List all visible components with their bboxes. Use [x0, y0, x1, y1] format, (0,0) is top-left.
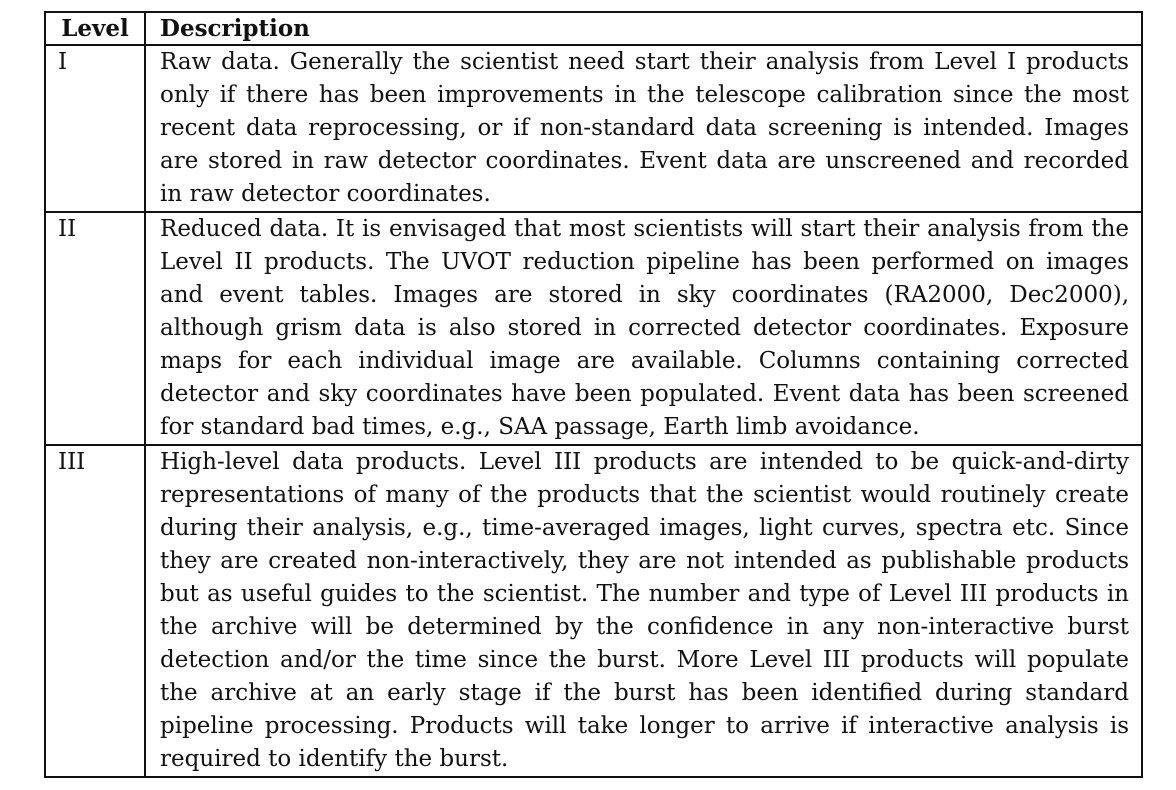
data-levels-table	[44, 11, 1143, 778]
table-row	[45, 45, 1142, 212]
description-cell: Reduced data. It is envisaged that most scientists will start their analysis from the Level II products. The UVOT reduction pipeline has been performed on images and event tables. Images are stored in sky coordinates (RA2000, Dec2000), although grism data is also stored in corrected detector coordinates. Exposure maps for each individual image are available. Columns containing corrected detector and sky coordinates have been populated. Event data has been screened for standard bad times, e.g., SAA passage, Earth limb avoidance.	[145, 212, 1142, 445]
table-row	[45, 445, 1142, 777]
level-cell: II	[45, 212, 145, 445]
level-cell: III	[45, 445, 145, 777]
level-column-header: Level	[45, 12, 145, 45]
level-cell: I	[45, 45, 145, 212]
table-header-row	[45, 12, 1142, 45]
description-cell: Raw data. Generally the scientist need start their analysis from Level I products only if there has been improvements in the telescope calibration since the most recent data reprocessing, or if non-standard data screening is intended. Images are stored in raw detector coordinates. Event data are unscreened and recorded in raw detector coordinates.	[145, 45, 1142, 212]
table-row	[45, 212, 1142, 445]
description-cell: High-level data products. Level III products are intended to be quick-and-dirty representations of many of the products that the scientist would routinely create during their analysis, e.g., time-averaged images, light curves, spectra etc. Since they are created non-interactively, they are not intended as publishable products but as useful guides to the scientist. The number and type of Level III products in the archive will be determined by the confidence in any non-interactive burst detection and/or the time since the burst. More Level III products will populate the archive at an early stage if the burst has been identified during standard pipeline processing. Products will take longer to arrive if interactive analysis is required to identify the burst.	[145, 445, 1142, 777]
description-column-header: Description	[145, 12, 1142, 45]
